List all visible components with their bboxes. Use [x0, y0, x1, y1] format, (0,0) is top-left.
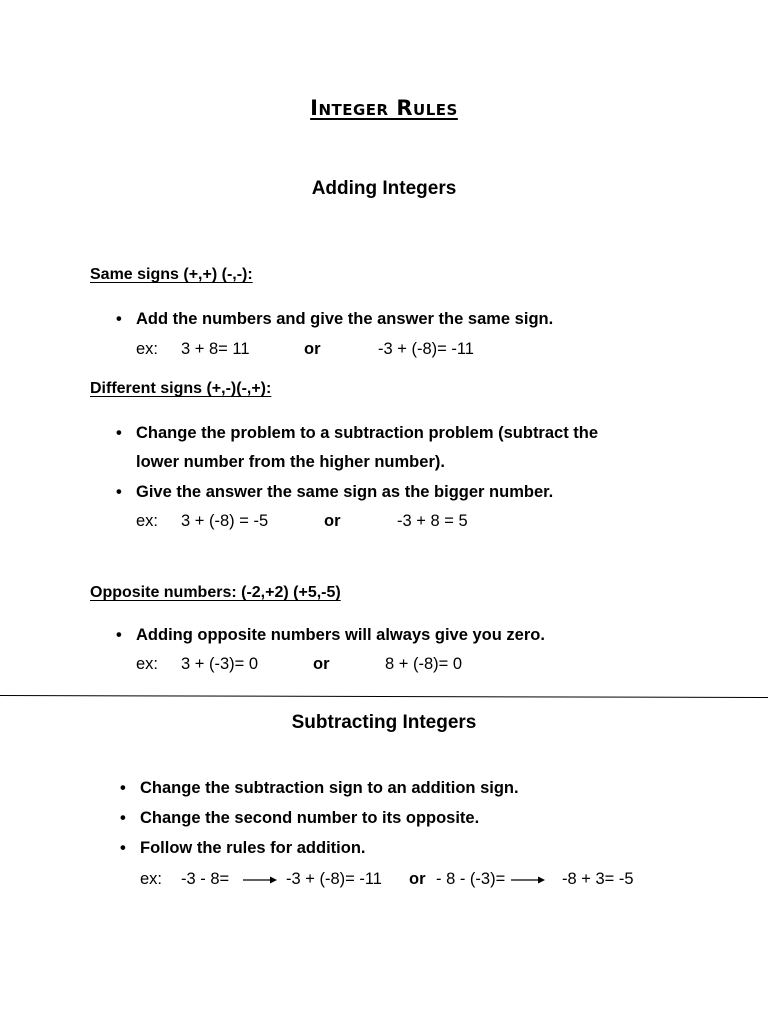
- bullet-icon: •: [120, 779, 126, 797]
- different-signs-bullet-1-continued: lower number from the higher number).: [136, 453, 445, 471]
- different-signs-example-prefix: ex:: [136, 512, 159, 530]
- same-signs-bullet: [116, 310, 554, 329]
- adding-integers-title: Adding Integers: [311, 178, 457, 199]
- bullet-text: Adding opposite numbers will always give you zero.: [136, 626, 545, 644]
- subtracting-example-or: or: [409, 870, 426, 888]
- different-signs-bullet-1: [116, 424, 599, 443]
- subtracting-example-b2: -8 + 3= -5: [562, 870, 634, 888]
- opposite-numbers-example-first: 3 + (-3)= 0: [181, 655, 259, 673]
- subtracting-example-prefix: ex:: [140, 870, 163, 888]
- subtracting-example-a2: -3 + (-8)= -11: [286, 870, 382, 888]
- opposite-numbers-example-or: or: [313, 655, 330, 673]
- opposite-numbers-example-prefix: ex:: [136, 655, 159, 673]
- different-signs-example-or: or: [324, 512, 341, 530]
- bullet-icon: •: [116, 483, 122, 501]
- same-signs-example-or: or: [304, 340, 321, 358]
- bullet-text: Change the second number to its opposite.: [140, 809, 480, 827]
- bullet-text: Add the numbers and give the answer the same sign.: [136, 310, 554, 328]
- bullet-icon: •: [116, 424, 122, 442]
- bullet-icon: •: [116, 310, 122, 328]
- different-signs-example-second: -3 + 8 = 5: [397, 512, 468, 530]
- opposite-numbers-example-second: 8 + (-8)= 0: [385, 655, 463, 673]
- page-title: Integer Rules: [310, 96, 458, 120]
- same-signs-heading: Same signs (+,+) (-,-):: [90, 266, 253, 283]
- right-arrow-icon: [242, 874, 278, 886]
- bullet-text: Change the subtraction sign to an addition sign.: [140, 779, 519, 797]
- opposite-numbers-heading: Opposite numbers: (-2,+2) (+5,-5): [90, 584, 341, 601]
- bullet-icon: •: [120, 809, 126, 827]
- section-divider: [0, 695, 768, 698]
- same-signs-example-first: 3 + 8= 11: [181, 340, 250, 358]
- right-arrow-icon: [510, 874, 546, 886]
- bullet-icon: •: [116, 626, 122, 644]
- different-signs-heading: Different signs (+,-)(-,+):: [90, 380, 272, 397]
- subtracting-example-b1: - 8 - (-3)=: [436, 870, 506, 888]
- bullet-text: Follow the rules for addition.: [140, 839, 366, 857]
- subtracting-example-a1: -3 - 8=: [181, 870, 230, 888]
- same-signs-example-prefix: ex:: [136, 340, 159, 358]
- opposite-numbers-bullet: [116, 626, 545, 645]
- bullet-icon: •: [120, 839, 126, 857]
- subtracting-bullet-1: [120, 779, 519, 798]
- bullet-text: Change the problem to a subtraction problem (subtract the: [136, 424, 599, 442]
- bullet-text: Give the answer the same sign as the bigger number.: [136, 483, 554, 501]
- subtracting-bullet-3: [120, 839, 366, 858]
- subtracting-bullet-2: [120, 809, 480, 828]
- different-signs-example-first: 3 + (-8) = -5: [181, 512, 269, 530]
- different-signs-bullet-2: [116, 483, 554, 502]
- subtracting-integers-title: Subtracting Integers: [291, 712, 477, 733]
- same-signs-example-second: -3 + (-8)= -11: [378, 340, 474, 358]
